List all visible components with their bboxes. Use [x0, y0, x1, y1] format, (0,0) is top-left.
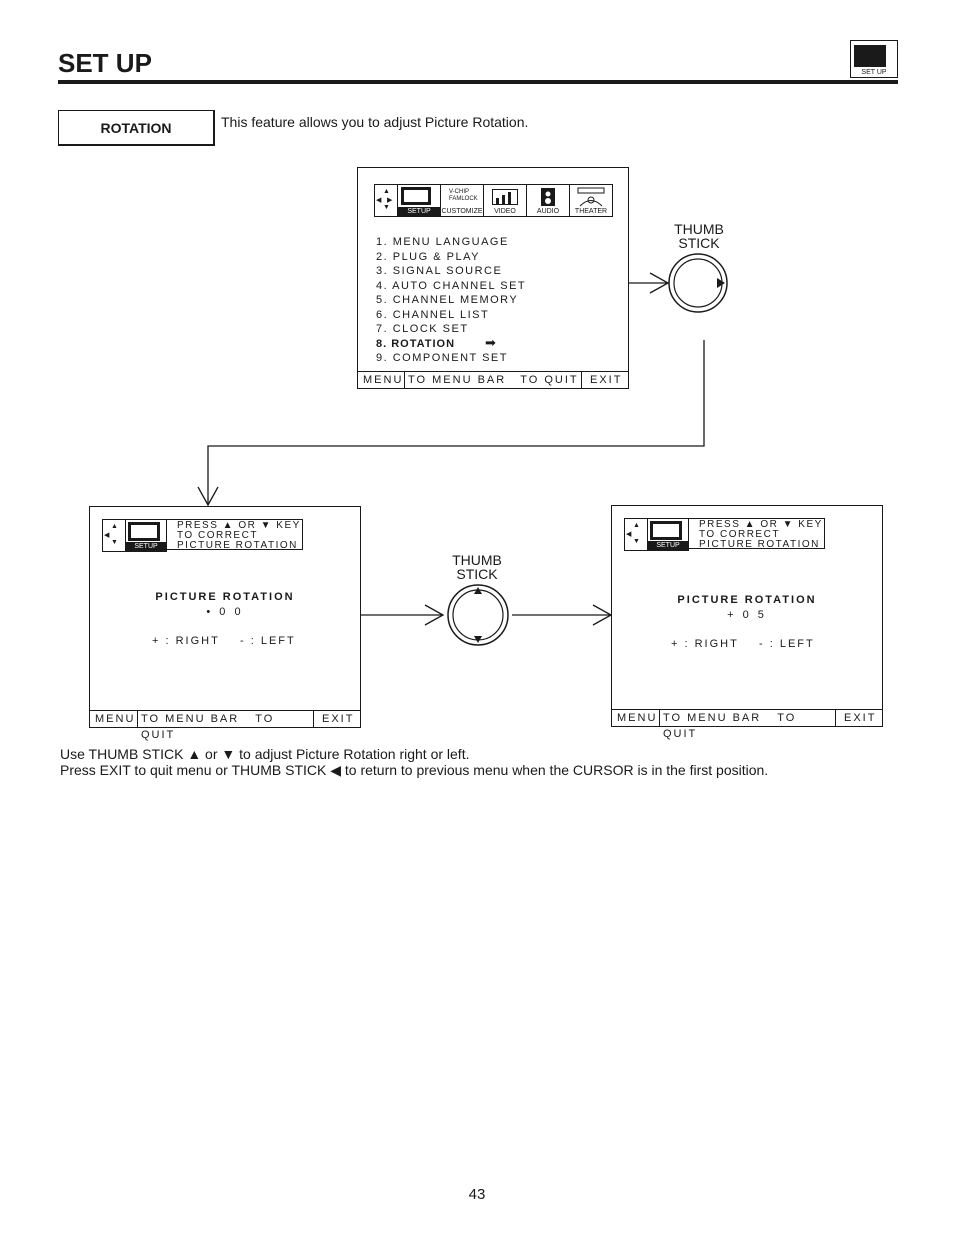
menu-item-auto-channel-set[interactable]: 4. AUTO CHANNEL SET [376, 279, 527, 292]
setup-menu-list [376, 235, 526, 366]
rotation-icon-bar [624, 518, 825, 550]
menu-item-rotation[interactable]: 8. ROTATION [376, 337, 456, 350]
rotation-screen-initial [89, 506, 361, 741]
footer-menu: MENU [612, 710, 660, 726]
setup-icon-label: SET UP [861, 69, 887, 76]
thumb-stick-label-2: THUMB STICK [452, 552, 502, 582]
menu-item-signal-source[interactable]: 3. SIGNAL SOURCE [376, 265, 503, 277]
instruction-line-2: Press EXIT to quit menu or THUMB STICK ◀ to return to previous menu when the CURSOR is in the first position. [60, 762, 769, 778]
rotation-screen-adjusted [611, 505, 883, 740]
thumb-stick-label-1: THUMB STICK [674, 221, 724, 251]
menu-item-clock-set[interactable]: 7. CLOCK SET [376, 323, 469, 335]
customize-menu-icon[interactable]: V-CHIP FAMLOCK CUSTOMIZE [441, 184, 484, 217]
feature-label-box: ROTATION [58, 110, 215, 146]
rotation-footer [90, 710, 360, 741]
nav-arrows-icon: ▲ ◀ ▼ [102, 519, 126, 552]
page-number: 43 [468, 1186, 486, 1203]
picture-rotation-value: + 0 5 [727, 609, 767, 621]
footer-exit[interactable]: EXIT [313, 711, 360, 727]
footer-exit[interactable]: EXIT [835, 710, 882, 726]
instruction-line-1: Use THUMB STICK ▲ or ▼ to adjust Picture Rotation right or left. [60, 746, 470, 762]
footer-exit[interactable]: EXIT [581, 372, 628, 388]
left-hint: - : LEFT [240, 635, 296, 647]
menu-item-plug-and-play[interactable]: 2. PLUG & PLAY [376, 250, 480, 263]
nav-arrows-icon: ▲ ◀ ▼ [624, 518, 648, 551]
footer-to-menu-bar: TO MENU BAR TO QUIT [408, 374, 579, 386]
menu-footer [358, 371, 628, 388]
menu-icon-bar [374, 184, 613, 216]
instructions-text [60, 746, 768, 778]
menu-item-channel-list[interactable]: 6. CHANNEL LIST [376, 308, 490, 321]
left-hint: - : LEFT [759, 638, 815, 650]
cursor-arrow-icon: ➡ [485, 334, 498, 350]
footer-to-menu-bar: TO MENU BAR TO QUIT [663, 712, 797, 740]
setup-tv-icon: SETUP [126, 519, 167, 552]
footer-to-menu-bar: TO MENU BAR TO QUIT [141, 713, 275, 741]
nav-arrows-icon: ▲ ◀ ▶ ▼ [374, 184, 398, 217]
setup-tv-icon: SETUP [648, 518, 689, 551]
footer-menu: MENU [90, 711, 138, 727]
picture-rotation-title: PICTURE ROTATION [677, 594, 817, 606]
picture-rotation-title: PICTURE ROTATION [155, 591, 295, 603]
menu-item-rotation-row[interactable] [376, 334, 526, 352]
feature-description: This feature allows you to adjust Picture Rotation. [221, 114, 529, 130]
theater-menu-icon[interactable]: THEATER [570, 184, 613, 217]
right-hint: + : RIGHT [671, 638, 739, 650]
rotation-footer [612, 709, 882, 740]
right-hint: + : RIGHT [152, 635, 220, 647]
menu-item-menu-language[interactable]: 1. MENU LANGUAGE [376, 236, 509, 248]
rotation-icon-bar [102, 519, 303, 551]
page-title: SET UP [58, 48, 152, 78]
footer-menu: MENU [358, 372, 405, 388]
menu-item-component-set[interactable]: 9. COMPONENT SET [376, 352, 508, 364]
thumb-stick-icon-2 [448, 585, 508, 645]
picture-rotation-value: • 0 0 [206, 606, 244, 618]
audio-menu-icon[interactable]: AUDIO [527, 184, 570, 217]
setup-menu-screen [357, 167, 629, 389]
press-instructions: PRESS ▲ OR ▼ KEY TO CORRECT PICTURE ROTATION [689, 518, 825, 549]
press-instructions: PRESS ▲ OR ▼ KEY TO CORRECT PICTURE ROTATION [167, 519, 303, 550]
setup-menu-icon[interactable]: SETUP [398, 184, 441, 217]
menu-item-channel-memory[interactable]: 5. CHANNEL MEMORY [376, 294, 519, 306]
thumb-stick-icon-1 [669, 254, 727, 312]
video-menu-icon[interactable]: VIDEO [484, 184, 527, 217]
